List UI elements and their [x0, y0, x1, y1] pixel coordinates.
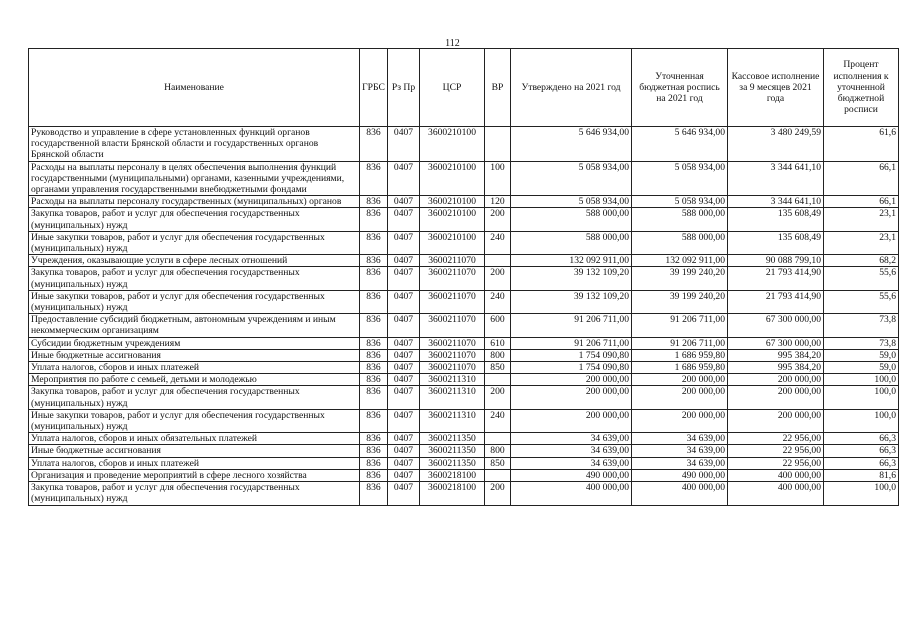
table-row — [29, 290, 899, 313]
cell-percent: 100,0 — [824, 482, 899, 505]
cell-grbs: 836 — [360, 161, 388, 196]
cell-name: Руководство и управление в сфере установленных функций органов государственной власти Брянской области и государственных органов Брянской области — [29, 127, 360, 162]
cell-csr: 3600210100 — [420, 208, 485, 231]
header-grbs: ГРБС — [360, 49, 388, 127]
cell-percent: 66,3 — [824, 457, 899, 469]
cell-percent: 68,2 — [824, 255, 899, 267]
cell-vr: 100 — [485, 161, 511, 196]
cell-approved: 91 206 711,00 — [511, 314, 632, 337]
header-percent: Процент исполнения к уточненной бюджетной росписи — [824, 49, 899, 127]
cell-cash: 21 793 414,90 — [728, 290, 824, 313]
table-row — [29, 433, 899, 445]
cell-vr: 850 — [485, 362, 511, 374]
table-row — [29, 337, 899, 349]
cell-refined: 588 000,00 — [632, 231, 728, 254]
cell-rzpr: 0407 — [388, 208, 420, 231]
cell-name: Закупка товаров, работ и услуг для обеспечения государственных (муниципальных) нужд — [29, 208, 360, 231]
cell-percent: 55,6 — [824, 267, 899, 290]
cell-csr: 3600210100 — [420, 196, 485, 208]
cell-refined: 34 639,00 — [632, 433, 728, 445]
cell-csr: 3600211310 — [420, 386, 485, 409]
cell-cash: 67 300 000,00 — [728, 337, 824, 349]
cell-rzpr: 0407 — [388, 469, 420, 481]
cell-vr — [485, 374, 511, 386]
cell-approved: 1 754 090,80 — [511, 349, 632, 361]
cell-csr: 3600210100 — [420, 161, 485, 196]
cell-csr: 3600211070 — [420, 255, 485, 267]
cell-grbs: 836 — [360, 433, 388, 445]
cell-approved: 5 058 934,00 — [511, 161, 632, 196]
cell-rzpr: 0407 — [388, 433, 420, 445]
cell-rzpr: 0407 — [388, 386, 420, 409]
cell-percent: 66,1 — [824, 161, 899, 196]
cell-rzpr: 0407 — [388, 445, 420, 457]
cell-approved: 91 206 711,00 — [511, 337, 632, 349]
cell-vr — [485, 469, 511, 481]
cell-approved: 1 754 090,80 — [511, 362, 632, 374]
cell-refined: 5 058 934,00 — [632, 196, 728, 208]
table-row — [29, 267, 899, 290]
cell-vr — [485, 433, 511, 445]
cell-refined: 1 686 959,80 — [632, 349, 728, 361]
table-body — [29, 127, 899, 506]
cell-name: Уплата налогов, сборов и иных платежей — [29, 457, 360, 469]
header-csr: ЦСР — [420, 49, 485, 127]
table-row — [29, 255, 899, 267]
cell-refined: 200 000,00 — [632, 409, 728, 432]
table-row — [29, 482, 899, 505]
cell-refined: 400 000,00 — [632, 482, 728, 505]
cell-percent: 81,6 — [824, 469, 899, 481]
cell-csr: 3600211070 — [420, 349, 485, 361]
cell-percent: 66,3 — [824, 445, 899, 457]
cell-csr: 3600211070 — [420, 290, 485, 313]
cell-grbs: 836 — [360, 445, 388, 457]
table-row — [29, 161, 899, 196]
cell-grbs: 836 — [360, 231, 388, 254]
cell-approved: 132 092 911,00 — [511, 255, 632, 267]
cell-percent: 61,6 — [824, 127, 899, 162]
cell-cash: 200 000,00 — [728, 374, 824, 386]
cell-vr: 240 — [485, 290, 511, 313]
cell-percent: 59,0 — [824, 349, 899, 361]
cell-grbs: 836 — [360, 267, 388, 290]
cell-percent: 100,0 — [824, 409, 899, 432]
cell-approved: 5 058 934,00 — [511, 196, 632, 208]
cell-cash: 135 608,49 — [728, 231, 824, 254]
cell-name: Организация и проведение мероприятий в сфере лесного хозяйства — [29, 469, 360, 481]
cell-approved: 490 000,00 — [511, 469, 632, 481]
cell-grbs: 836 — [360, 386, 388, 409]
cell-rzpr: 0407 — [388, 374, 420, 386]
table-row — [29, 196, 899, 208]
page-number: 112 — [445, 38, 460, 49]
cell-grbs: 836 — [360, 127, 388, 162]
cell-csr: 3600218100 — [420, 482, 485, 505]
header-approved: Утверждено на 2021 год — [511, 49, 632, 127]
cell-refined: 39 199 240,20 — [632, 290, 728, 313]
cell-grbs: 836 — [360, 255, 388, 267]
cell-refined: 200 000,00 — [632, 374, 728, 386]
cell-csr: 3600211350 — [420, 445, 485, 457]
header-vr: ВР — [485, 49, 511, 127]
cell-refined: 5 646 934,00 — [632, 127, 728, 162]
cell-percent: 73,8 — [824, 337, 899, 349]
cell-csr: 3600211350 — [420, 457, 485, 469]
cell-grbs: 836 — [360, 337, 388, 349]
cell-vr — [485, 255, 511, 267]
cell-csr: 3600210100 — [420, 127, 485, 162]
cell-name: Иные бюджетные ассигнования — [29, 445, 360, 457]
header-name: Наименование — [29, 49, 360, 127]
cell-cash: 200 000,00 — [728, 409, 824, 432]
cell-name: Уплата налогов, сборов и иных обязательных платежей — [29, 433, 360, 445]
header-cash: Кассовое исполнение за 9 месяцев 2021 года — [728, 49, 824, 127]
cell-cash: 3 480 249,59 — [728, 127, 824, 162]
cell-approved: 588 000,00 — [511, 208, 632, 231]
cell-name: Закупка товаров, работ и услуг для обеспечения государственных (муниципальных) нужд — [29, 386, 360, 409]
cell-rzpr: 0407 — [388, 337, 420, 349]
cell-csr: 3600211070 — [420, 314, 485, 337]
table-row — [29, 362, 899, 374]
cell-percent: 55,6 — [824, 290, 899, 313]
cell-approved: 34 639,00 — [511, 457, 632, 469]
cell-vr: 240 — [485, 231, 511, 254]
cell-vr — [485, 127, 511, 162]
cell-vr: 200 — [485, 482, 511, 505]
table-row — [29, 374, 899, 386]
table-header-row — [29, 49, 899, 127]
cell-percent: 66,3 — [824, 433, 899, 445]
cell-vr: 600 — [485, 314, 511, 337]
cell-grbs: 836 — [360, 409, 388, 432]
cell-vr: 850 — [485, 457, 511, 469]
cell-refined: 132 092 911,00 — [632, 255, 728, 267]
header-refined: Уточненная бюджетная роспись на 2021 год — [632, 49, 728, 127]
cell-name: Закупка товаров, работ и услуг для обеспечения государственных (муниципальных) нужд — [29, 267, 360, 290]
cell-percent: 23,1 — [824, 231, 899, 254]
cell-refined: 91 206 711,00 — [632, 314, 728, 337]
cell-cash: 22 956,00 — [728, 445, 824, 457]
cell-vr: 200 — [485, 208, 511, 231]
cell-approved: 200 000,00 — [511, 386, 632, 409]
table-row — [29, 409, 899, 432]
cell-name: Иные бюджетные ассигнования — [29, 349, 360, 361]
cell-cash: 135 608,49 — [728, 208, 824, 231]
cell-refined: 34 639,00 — [632, 445, 728, 457]
cell-rzpr: 0407 — [388, 457, 420, 469]
cell-cash: 400 000,00 — [728, 469, 824, 481]
table-row — [29, 349, 899, 361]
cell-vr: 800 — [485, 445, 511, 457]
cell-approved: 588 000,00 — [511, 231, 632, 254]
cell-name: Уплата налогов, сборов и иных платежей — [29, 362, 360, 374]
table-row — [29, 231, 899, 254]
cell-cash: 67 300 000,00 — [728, 314, 824, 337]
cell-cash: 200 000,00 — [728, 386, 824, 409]
budget-table — [28, 48, 899, 506]
cell-refined: 1 686 959,80 — [632, 362, 728, 374]
cell-csr: 3600210100 — [420, 231, 485, 254]
cell-approved: 200 000,00 — [511, 409, 632, 432]
cell-percent: 59,0 — [824, 362, 899, 374]
cell-vr: 800 — [485, 349, 511, 361]
table-row — [29, 469, 899, 481]
table-row — [29, 457, 899, 469]
cell-grbs: 836 — [360, 314, 388, 337]
cell-grbs: 836 — [360, 349, 388, 361]
cell-refined: 5 058 934,00 — [632, 161, 728, 196]
cell-cash: 22 956,00 — [728, 433, 824, 445]
cell-cash: 22 956,00 — [728, 457, 824, 469]
cell-approved: 39 132 109,20 — [511, 290, 632, 313]
cell-rzpr: 0407 — [388, 255, 420, 267]
cell-percent: 66,1 — [824, 196, 899, 208]
cell-rzpr: 0407 — [388, 290, 420, 313]
cell-grbs: 836 — [360, 196, 388, 208]
cell-cash: 3 344 641,10 — [728, 161, 824, 196]
cell-approved: 34 639,00 — [511, 445, 632, 457]
cell-csr: 3600218100 — [420, 469, 485, 481]
cell-rzpr: 0407 — [388, 196, 420, 208]
table-row — [29, 386, 899, 409]
cell-approved: 5 646 934,00 — [511, 127, 632, 162]
cell-rzpr: 0407 — [388, 362, 420, 374]
cell-refined: 200 000,00 — [632, 386, 728, 409]
cell-grbs: 836 — [360, 362, 388, 374]
cell-grbs: 836 — [360, 290, 388, 313]
cell-vr: 200 — [485, 267, 511, 290]
cell-rzpr: 0407 — [388, 349, 420, 361]
cell-rzpr: 0407 — [388, 409, 420, 432]
cell-rzpr: 0407 — [388, 231, 420, 254]
cell-name: Расходы на выплаты персоналу в целях обеспечения выполнения функций государственными (муниципальными) органами, казенными учреждениями, органами управления государственными внебюджетными фондами — [29, 161, 360, 196]
cell-cash: 3 344 641,10 — [728, 196, 824, 208]
cell-grbs: 836 — [360, 374, 388, 386]
cell-name: Учреждения, оказывающие услуги в сфере лесных отношений — [29, 255, 360, 267]
cell-percent: 73,8 — [824, 314, 899, 337]
cell-approved: 34 639,00 — [511, 433, 632, 445]
cell-name: Мероприятия по работе с семьей, детьми и молодежью — [29, 374, 360, 386]
table-row — [29, 445, 899, 457]
cell-vr: 120 — [485, 196, 511, 208]
cell-approved: 200 000,00 — [511, 374, 632, 386]
cell-cash: 400 000,00 — [728, 482, 824, 505]
cell-csr: 3600211310 — [420, 374, 485, 386]
cell-grbs: 836 — [360, 469, 388, 481]
cell-name: Иные закупки товаров, работ и услуг для обеспечения государственных (муниципальных) нужд — [29, 231, 360, 254]
cell-refined: 39 199 240,20 — [632, 267, 728, 290]
cell-cash: 21 793 414,90 — [728, 267, 824, 290]
cell-csr: 3600211350 — [420, 433, 485, 445]
cell-grbs: 836 — [360, 482, 388, 505]
cell-refined: 490 000,00 — [632, 469, 728, 481]
cell-vr: 200 — [485, 386, 511, 409]
cell-name: Закупка товаров, работ и услуг для обеспечения государственных (муниципальных) нужд — [29, 482, 360, 505]
cell-rzpr: 0407 — [388, 161, 420, 196]
cell-csr: 3600211070 — [420, 337, 485, 349]
cell-percent: 100,0 — [824, 374, 899, 386]
cell-grbs: 836 — [360, 457, 388, 469]
cell-cash: 995 384,20 — [728, 349, 824, 361]
cell-refined: 34 639,00 — [632, 457, 728, 469]
table-row — [29, 127, 899, 162]
cell-rzpr: 0407 — [388, 482, 420, 505]
cell-vr: 240 — [485, 409, 511, 432]
cell-csr: 3600211070 — [420, 362, 485, 374]
cell-name: Иные закупки товаров, работ и услуг для обеспечения государственных (муниципальных) нужд — [29, 409, 360, 432]
cell-rzpr: 0407 — [388, 314, 420, 337]
cell-rzpr: 0407 — [388, 127, 420, 162]
cell-refined: 588 000,00 — [632, 208, 728, 231]
cell-percent: 23,1 — [824, 208, 899, 231]
cell-name: Иные закупки товаров, работ и услуг для обеспечения государственных (муниципальных) нужд — [29, 290, 360, 313]
cell-grbs: 836 — [360, 208, 388, 231]
cell-rzpr: 0407 — [388, 267, 420, 290]
cell-approved: 39 132 109,20 — [511, 267, 632, 290]
cell-refined: 91 206 711,00 — [632, 337, 728, 349]
cell-vr: 610 — [485, 337, 511, 349]
cell-name: Расходы на выплаты персоналу государственных (муниципальных) органов — [29, 196, 360, 208]
cell-cash: 995 384,20 — [728, 362, 824, 374]
cell-name: Предоставление субсидий бюджетным, автономным учреждениям и иным некоммерческим организациям — [29, 314, 360, 337]
cell-cash: 90 088 799,10 — [728, 255, 824, 267]
cell-approved: 400 000,00 — [511, 482, 632, 505]
cell-csr: 3600211070 — [420, 267, 485, 290]
cell-name: Субсидии бюджетным учреждениям — [29, 337, 360, 349]
cell-percent: 100,0 — [824, 386, 899, 409]
table-row — [29, 314, 899, 337]
cell-csr: 3600211310 — [420, 409, 485, 432]
header-rzpr: Рз Пр — [388, 49, 420, 127]
table-row — [29, 208, 899, 231]
